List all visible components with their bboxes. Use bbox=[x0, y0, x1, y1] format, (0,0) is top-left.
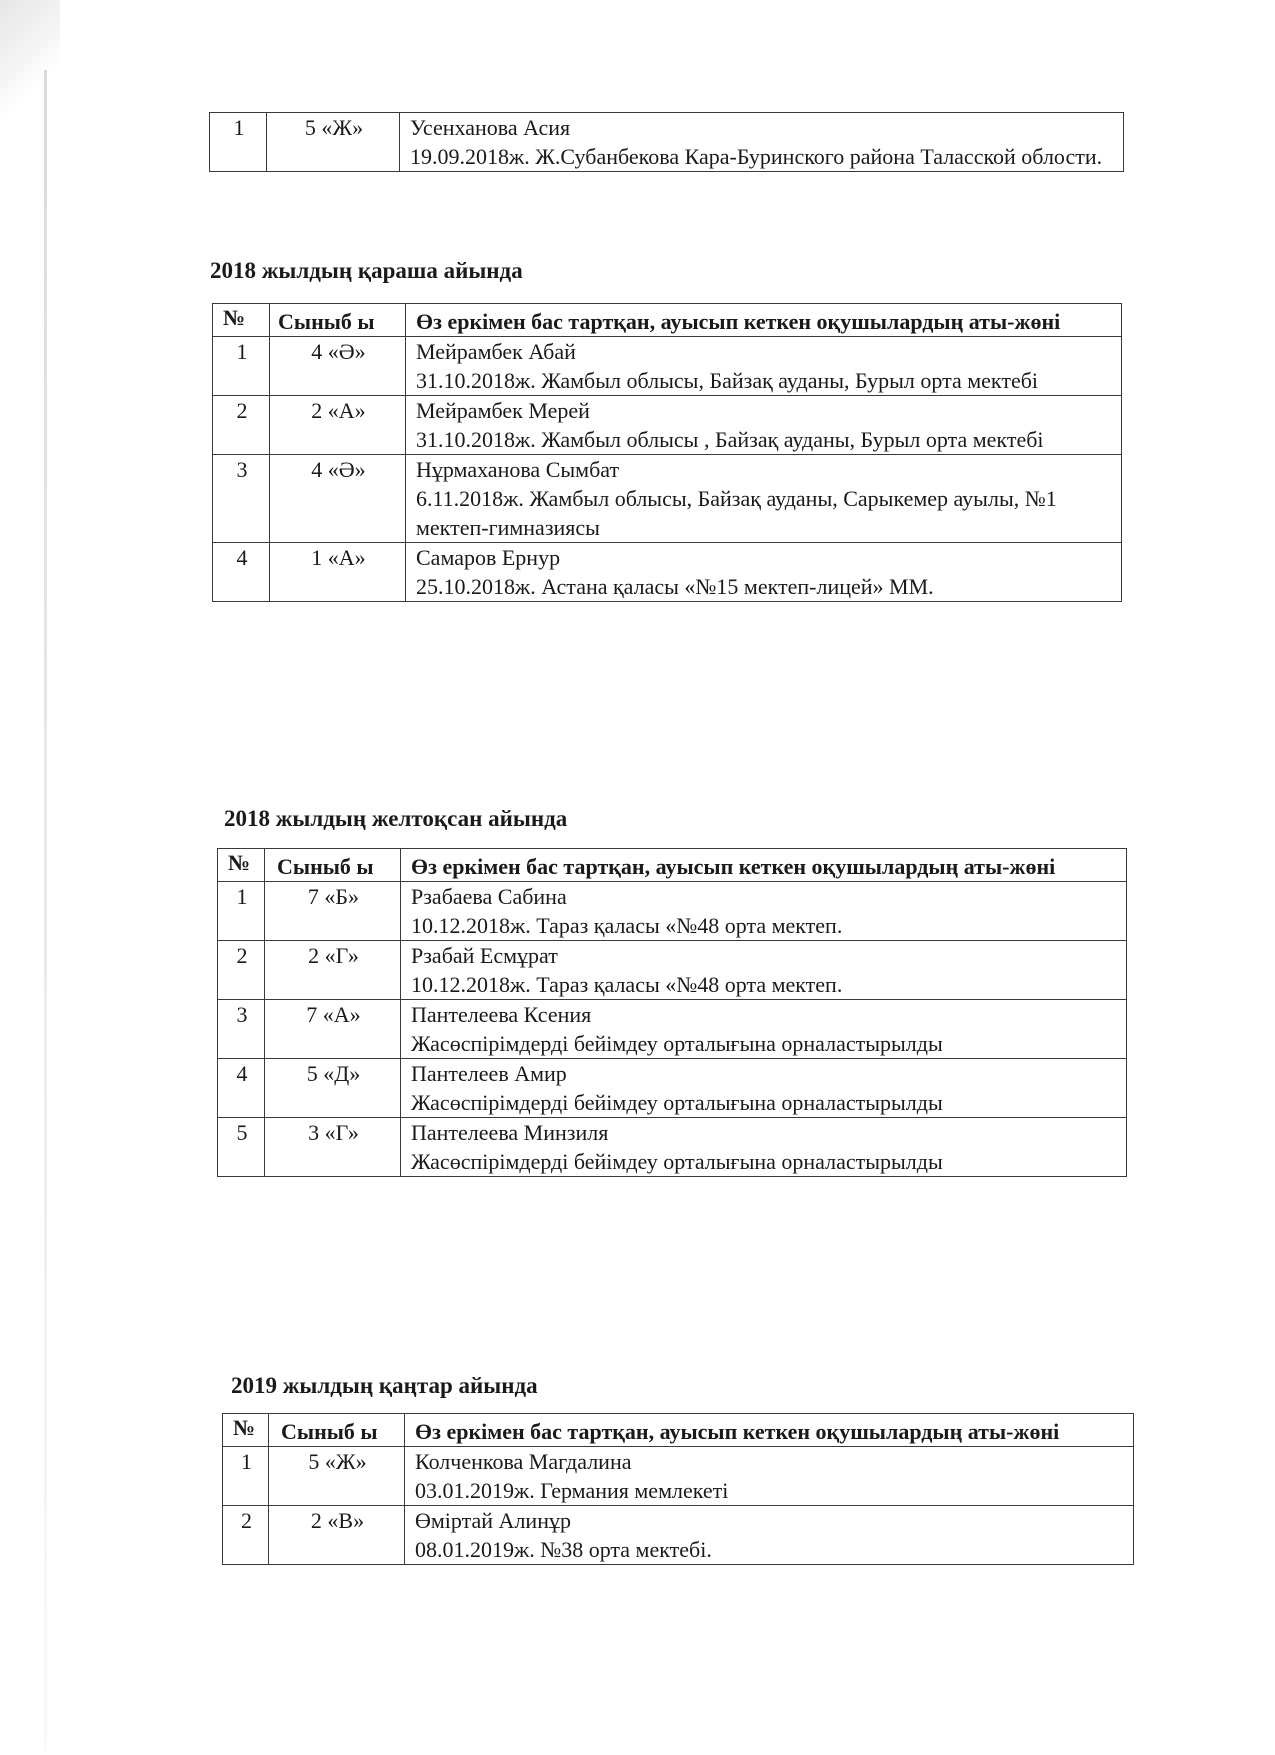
january-2019-table-block bbox=[222, 1413, 1134, 1565]
table-row bbox=[213, 337, 1122, 396]
row-student-info bbox=[401, 1118, 1127, 1177]
table-header-row bbox=[213, 304, 1122, 337]
row-number: 2 bbox=[223, 1506, 269, 1565]
student-name: Нұрмаханова Сымбат bbox=[416, 457, 620, 482]
row-student-info bbox=[401, 941, 1127, 1000]
student-name: Мейрамбек Мерей bbox=[416, 398, 590, 423]
row-grade: 5 «Д» bbox=[265, 1059, 401, 1118]
table-row bbox=[218, 1059, 1127, 1118]
header-num: № bbox=[213, 304, 270, 337]
row-student-info bbox=[406, 543, 1122, 602]
row-grade: 5 «Ж» bbox=[267, 113, 400, 172]
table-row bbox=[213, 543, 1122, 602]
transfer-detail: 31.10.2018ж. Жамбыл облысы, Байзақ ауданы, Бурыл орта мектебі bbox=[416, 368, 1039, 393]
row-number: 1 bbox=[223, 1447, 269, 1506]
row-student-info bbox=[406, 337, 1122, 396]
row-student-info bbox=[406, 396, 1122, 455]
january-2019-table bbox=[222, 1413, 1134, 1565]
header-grade: Сыныб ы bbox=[265, 849, 401, 882]
student-name: Мейрамбек Абай bbox=[416, 339, 576, 364]
row-student-info bbox=[401, 882, 1127, 941]
row-student-info bbox=[406, 455, 1122, 543]
continued-table bbox=[209, 112, 1124, 172]
row-number: 3 bbox=[218, 1000, 265, 1059]
row-grade: 2 «Г» bbox=[265, 941, 401, 1000]
student-name: Пантелеева Минзиля bbox=[411, 1120, 609, 1145]
table-row bbox=[213, 455, 1122, 543]
row-grade: 7 «Б» bbox=[265, 882, 401, 941]
row-number: 2 bbox=[213, 396, 270, 455]
row-grade: 4 «Ә» bbox=[270, 337, 406, 396]
row-grade: 4 «Ә» bbox=[270, 455, 406, 543]
transfer-detail: 25.10.2018ж. Астана қаласы «№15 мектеп-лицей» ММ. bbox=[416, 574, 934, 599]
row-student-info bbox=[401, 1000, 1127, 1059]
november-2018-table bbox=[212, 303, 1122, 602]
header-num: № bbox=[218, 849, 265, 882]
transfer-detail: 31.10.2018ж. Жамбыл облысы , Байзақ ауданы, Бурыл орта мектебі bbox=[416, 427, 1044, 452]
transfer-detail: 10.12.2018ж. Тараз қаласы «№48 орта мектеп. bbox=[411, 913, 843, 938]
table-row bbox=[218, 941, 1127, 1000]
table-row bbox=[218, 1000, 1127, 1059]
row-grade: 7 «А» bbox=[265, 1000, 401, 1059]
student-name: Пантелеева Ксения bbox=[411, 1002, 592, 1027]
student-name: Өміртай Алинұр bbox=[415, 1508, 571, 1533]
continued-table-block bbox=[209, 112, 1124, 172]
transfer-detail: 08.01.2019ж. №38 орта мектебі. bbox=[415, 1537, 712, 1562]
row-student-info bbox=[400, 113, 1124, 172]
scan-margin-line bbox=[44, 70, 47, 1750]
header-num: № bbox=[223, 1414, 269, 1447]
transfer-detail: 6.11.2018ж. Жамбыл облысы, Байзақ ауданы, Сарыкемер ауылы, №1 мектеп-гимназиясы bbox=[416, 486, 1057, 540]
december-2018-table bbox=[217, 848, 1127, 1177]
transfer-detail: 10.12.2018ж. Тараз қаласы «№48 орта мектеп. bbox=[411, 972, 843, 997]
scan-edge-shadow bbox=[0, 0, 60, 120]
row-student-info bbox=[405, 1447, 1134, 1506]
table-row bbox=[218, 1118, 1127, 1177]
row-number: 3 bbox=[213, 455, 270, 543]
section-heading-december-2018: 2018 жылдың желтоқсан айында bbox=[224, 806, 568, 831]
table-row bbox=[210, 113, 1124, 172]
december-2018-table-block bbox=[217, 848, 1127, 1177]
section-heading-january-2019: 2019 жылдың қаңтар айында bbox=[231, 1373, 538, 1398]
student-name: Пантелеев Амир bbox=[411, 1061, 567, 1086]
section-heading-november-2018: 2018 жылдың қараша айында bbox=[210, 258, 523, 283]
row-number: 1 bbox=[210, 113, 267, 172]
student-name: Самаров Ернур bbox=[416, 545, 561, 570]
header-student: Өз еркімен бас тартқан, ауысып кеткен оқушылардың аты-жөні bbox=[406, 304, 1122, 337]
table-header-row bbox=[218, 849, 1127, 882]
row-student-info bbox=[405, 1506, 1134, 1565]
transfer-detail: Жасөспірімдерді бейімдеу орталығына орналастырылды bbox=[411, 1031, 943, 1056]
header-student: Өз еркімен бас тартқан, ауысып кеткен оқушылардың аты-жөні bbox=[401, 849, 1127, 882]
row-number: 4 bbox=[218, 1059, 265, 1118]
table-row bbox=[223, 1506, 1134, 1565]
row-student-info bbox=[401, 1059, 1127, 1118]
november-2018-table-block bbox=[212, 303, 1122, 602]
row-grade: 5 «Ж» bbox=[269, 1447, 405, 1506]
student-name: Рзабаева Сабина bbox=[411, 884, 567, 909]
row-number: 5 bbox=[218, 1118, 265, 1177]
transfer-detail: Жасөспірімдерді бейімдеу орталығына орналастырылды bbox=[411, 1149, 943, 1174]
row-grade: 2 «А» bbox=[270, 396, 406, 455]
row-number: 1 bbox=[213, 337, 270, 396]
row-number: 1 bbox=[218, 882, 265, 941]
row-grade: 1 «А» bbox=[270, 543, 406, 602]
header-student: Өз еркімен бас тартқан, ауысып кеткен оқушылардың аты-жөні bbox=[405, 1414, 1134, 1447]
row-number: 4 bbox=[213, 543, 270, 602]
table-header-row bbox=[223, 1414, 1134, 1447]
header-grade: Сыныб ы bbox=[270, 304, 406, 337]
row-number: 2 bbox=[218, 941, 265, 1000]
table-row bbox=[213, 396, 1122, 455]
row-grade: 2 «В» bbox=[269, 1506, 405, 1565]
row-grade: 3 «Г» bbox=[265, 1118, 401, 1177]
table-row bbox=[218, 882, 1127, 941]
table-row bbox=[223, 1447, 1134, 1506]
transfer-detail: 19.09.2018ж. Ж.Субанбекова Кара-Буринского района Таласской облости. bbox=[410, 144, 1103, 169]
student-name: Рзабай Есмұрат bbox=[411, 943, 558, 968]
transfer-detail: 03.01.2019ж. Германия мемлекеті bbox=[415, 1478, 729, 1503]
header-grade: Сыныб ы bbox=[269, 1414, 405, 1447]
transfer-detail: Жасөспірімдерді бейімдеу орталығына орналастырылды bbox=[411, 1090, 943, 1115]
student-name: Колченкова Магдалина bbox=[415, 1449, 632, 1474]
student-name: Усенханова Асия bbox=[410, 115, 571, 140]
